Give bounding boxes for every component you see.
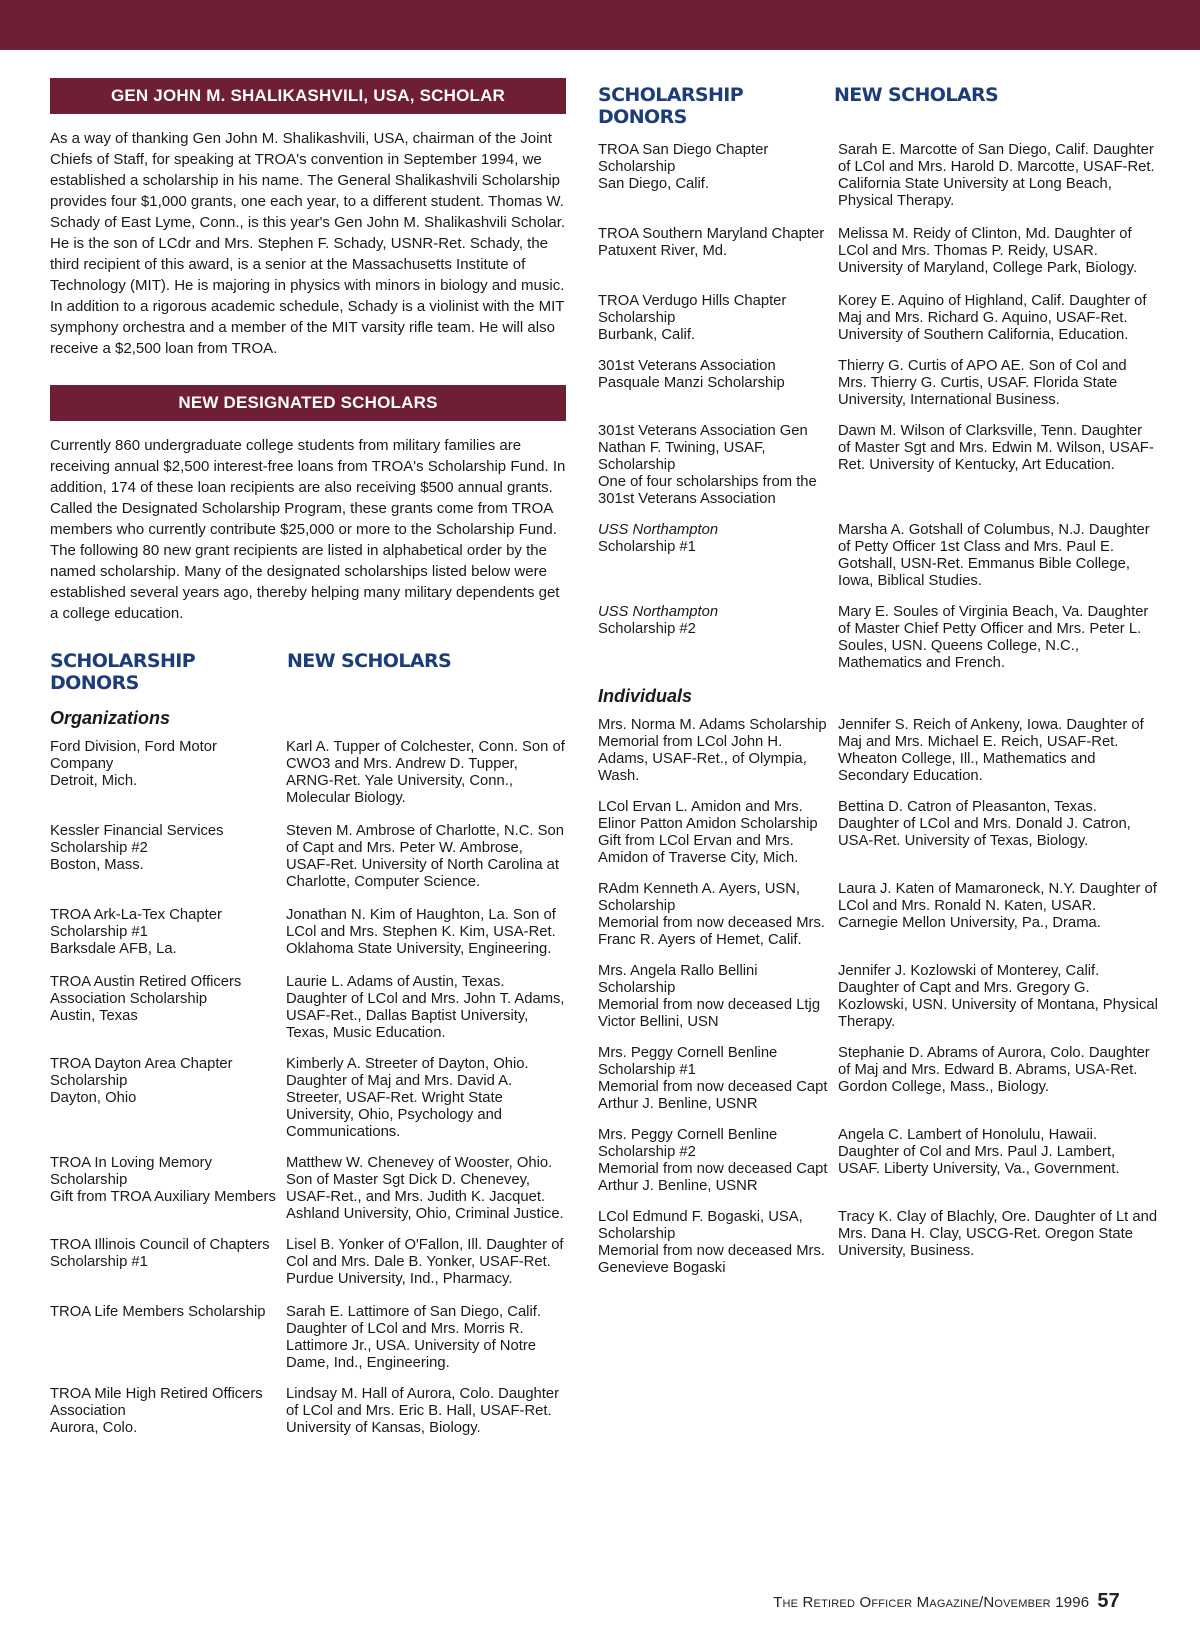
scholarship-entry <box>598 358 1158 409</box>
scholarship-entry <box>598 142 1158 210</box>
donor-name: Mrs. Peggy Cornell Benline Scholarship #2 Memorial from now deceased Capt Arthur J. Benline, USNR <box>598 1127 828 1194</box>
right-org-entry-list <box>598 142 1158 672</box>
donor-name: TROA San Diego Chapter Scholarship San Diego, Calif. <box>598 142 769 192</box>
page-number: 57 <box>1097 1590 1120 1612</box>
scholarship-entry <box>50 823 566 891</box>
scholarship-entry <box>50 1386 566 1437</box>
donor-name: Mrs. Angela Rallo Bellini Scholarship Memorial from now deceased Ltjg Victor Bellini, USN <box>598 963 821 1030</box>
scholar-description: Melissa M. Reidy of Clinton, Md. Daughter of LCol and Mrs. Thomas P. Reidy, USAR. University of Maryland, College Park, Biology. <box>838 226 1138 276</box>
right-ind-entry-list <box>598 717 1158 1277</box>
donor-name: TROA Verdugo Hills Chapter Scholarship Burbank, Calif. <box>598 293 787 343</box>
scholar-description: Sarah E. Lattimore of San Diego, Calif. Daughter of LCol and Mrs. Morris R. Lattimore Jr., USA. University of Notre Dame, Ind., Engineering. <box>286 1304 541 1371</box>
scholar-description: Tracy K. Clay of Blachly, Ore. Daughter of Lt and Mrs. Dana H. Clay, USCG-Ret. Oregon State University, Business. <box>838 1209 1158 1259</box>
scholarship-entry <box>598 226 1158 277</box>
donor-name: RAdm Kenneth A. Ayers, USN, Scholarship Memorial from now deceased Mrs. Franc R. Ayers of Hemet, Calif. <box>598 881 825 948</box>
scholarship-entry <box>598 423 1158 508</box>
scholarship-entry <box>598 881 1158 949</box>
donors-heading: SCHOLARSHIP DONORS <box>50 650 196 694</box>
left-entry-list <box>50 739 566 1437</box>
scholar-description: Kimberly A. Streeter of Dayton, Ohio. Daughter of Maj and Mrs. David A. Streeter, USAF-Ret. Wright State University, Ohio, Psychology and Communications. <box>286 1056 529 1140</box>
donor-name: LCol Edmund F. Bogaski, USA, Scholarship Memorial from now deceased Mrs. Genevieve Bogaski <box>598 1209 825 1276</box>
donors-heading: SCHOLARSHIP DONORS <box>598 84 744 128</box>
scholarship-entry <box>598 604 1158 672</box>
donor-name: TROA Ark-La-Tex Chapter Scholarship #1 Barksdale AFB, La. <box>50 907 222 957</box>
donor-name: USS Northampton Scholarship #2 <box>598 604 719 637</box>
scholar-description: Laurie L. Adams of Austin, Texas. Daughter of LCol and Mrs. John T. Adams, USAF-Ret., Dallas Baptist University, Texas, Music Education. <box>286 974 565 1041</box>
donor-name: 301st Veterans Association Gen Nathan F. Twining, USAF, Scholarship One of four scholarships from the 301st Veterans Association <box>598 423 817 507</box>
scholar-description: Mary E. Soules of Virginia Beach, Va. Daughter of Master Chief Petty Officer and Mrs. Peter L. Soules, USN. Queens College, N.C., Mathematics and French. <box>838 604 1149 671</box>
scholarship-entry <box>598 293 1158 344</box>
scholar-description: Karl A. Tupper of Colchester, Conn. Son of CWO3 and Mrs. Andrew D. Tupper, ARNG-Ret. Yale University, Conn., Molecular Biology. <box>286 739 565 806</box>
scholarship-entry <box>50 1155 566 1223</box>
scholarship-entry <box>50 1056 566 1141</box>
designated-scholars-paragraph: Currently 860 undergraduate college students from military families are receiving annual $2,500 interest-free loans from TROA's Scholarship Fund. In addition, 174 of these loan recipients are also receiving $500 annual grants. Called the Designated Scholarship Program, these grants come from TROA members who currently contribute $25,000 or more to the Scholarship Fund. The following 80 new grant recipients are listed in alphabetical order by the named scholarship. Many of the designated scholarships listed below were established several years ago, thereby helping many military dependents get a college education. <box>50 437 566 622</box>
scholar-description: Dawn M. Wilson of Clarksville, Tenn. Daughter of Master Sgt and Mrs. Edwin M. Wilson, USAF-Ret. University of Kentucky, Art Education. <box>838 423 1154 473</box>
scholar-description: Steven M. Ambrose of Charlotte, N.C. Son of Capt and Mrs. Peter W. Ambrose, USAF-Ret. University of North Carolina at Charlotte, Computer Science. <box>286 823 564 890</box>
scholarship-entry <box>50 1237 566 1288</box>
scholar-description: Angela C. Lambert of Honolulu, Hawaii. Daughter of Col and Mrs. Paul J. Lambert, USAF. Liberty University, Va., Government. <box>838 1127 1120 1177</box>
scholarship-entry <box>50 974 566 1042</box>
donor-name: Mrs. Peggy Cornell Benline Scholarship #1 Memorial from now deceased Capt Arthur J. Benline, USNR <box>598 1045 828 1112</box>
designated-scholars-banner: NEW DESIGNATED SCHOLARS <box>50 385 566 421</box>
top-color-bar <box>0 0 1200 50</box>
scholar-description: Laura J. Katen of Mamaroneck, N.Y. Daughter of LCol and Mrs. Ronald N. Katen, USAR. Carnegie Mellon University, Pa., Drama. <box>838 881 1157 931</box>
donor-name: TROA Illinois Council of Chapters Scholarship #1 <box>50 1237 270 1270</box>
scholarship-entry <box>50 739 566 807</box>
right-column <box>598 78 1158 1277</box>
scholarship-entry <box>598 1045 1158 1113</box>
scholar-description: Jennifer S. Reich of Ankeny, Iowa. Daughter of Maj and Mrs. Michael E. Reich, USAF-Ret. Wheaton College, Ill., Mathematics and Secondary Education. <box>838 717 1144 784</box>
scholar-description: Sarah E. Marcotte of San Diego, Calif. Daughter of LCol and Mrs. Harold D. Marcotte, USAF-Ret. California State University at Long Beach, Physical Therapy. <box>838 142 1155 209</box>
scholarship-entry <box>598 522 1158 590</box>
donor-name: Kessler Financial Services Scholarship #2 Boston, Mass. <box>50 823 224 873</box>
scholar-description: Stephanie D. Abrams of Aurora, Colo. Daughter of Maj and Mrs. Edward B. Abrams, USA-Ret. Gordon College, Mass., Biology. <box>838 1045 1150 1095</box>
scholarship-entry <box>50 907 566 958</box>
magazine-name: The Retired Officer Magazine/November 1996 <box>773 1594 1090 1611</box>
scholarship-entry <box>50 1304 566 1372</box>
donor-name: TROA Southern Maryland Chapter Patuxent River, Md. <box>598 226 825 259</box>
right-column-headers <box>598 84 1158 128</box>
donor-name: TROA In Loving Memory Scholarship Gift from TROA Auxiliary Members <box>50 1155 276 1205</box>
scholarship-entry <box>598 963 1158 1031</box>
shalikashvili-banner: GEN JOHN M. SHALIKASHVILI, USA, SCHOLAR <box>50 78 566 114</box>
donor-name: LCol Ervan L. Amidon and Mrs. Elinor Patton Amidon Scholarship Gift from LCol Ervan and Mrs. Amidon of Traverse City, Mich. <box>598 799 818 866</box>
scholar-description: Matthew W. Chenevey of Wooster, Ohio. Son of Master Sgt Dick D. Chenevey, USAF-Ret., and Mrs. Judith K. Jacquet. Ashland University, Ohio, Criminal Justice. <box>286 1155 564 1222</box>
scholarship-entry <box>598 1209 1158 1277</box>
left-column <box>50 78 566 1437</box>
scholars-heading: NEW SCHOLARS <box>287 650 452 672</box>
donor-name: TROA Mile High Retired Officers Association Aurora, Colo. <box>50 1386 263 1436</box>
scholarship-entry <box>598 1127 1158 1195</box>
organizations-heading: Organizations <box>50 708 171 728</box>
page-footer <box>773 1590 1120 1613</box>
donor-name: TROA Life Members Scholarship <box>50 1304 266 1320</box>
shalikashvili-paragraph: As a way of thanking Gen John M. Shalikashvili, USA, chairman of the Joint Chiefs of Staff, for speaking at TROA's convention in September 1994, we established a scholarship in his name. The General Shalikashvili Scholarship provides four $1,000 grants, one each year, to a different student. Thomas W. Schady of East Lyme, Conn., is this year's Gen John M. Shalikashvili Scholar. He is the son of LCdr and Mrs. Stephen F. Schady, USNR-Ret. Schady, the third recipient of this award, is a senior at the Massachusetts Institute of Technology (MIT). He is majoring in physics with minors in biology and music. In addition to a rigorous academic schedule, Schady is a violinist with the MIT symphony orchestra and a member of the MIT varsity rifle team. He will also receive a $2,500 loan from TROA. <box>50 130 566 357</box>
scholar-description: Bettina D. Catron of Pleasanton, Texas. Daughter of LCol and Mrs. Donald J. Catron, USA-Ret. University of Texas, Biology. <box>838 799 1131 849</box>
scholar-description: Thierry G. Curtis of APO AE. Son of Col and Mrs. Thierry G. Curtis, USAF. Florida State University, International Business. <box>838 358 1127 408</box>
scholar-description: Jennifer J. Kozlowski of Monterey, Calif. Daughter of Capt and Mrs. Gregory G. Kozlowski, USN. University of Montana, Physical Therapy. <box>838 963 1158 1030</box>
scholar-description: Marsha A. Gotshall of Columbus, N.J. Daughter of Petty Officer 1st Class and Mrs. Paul E. Gotshall, USN-Ret. Emmanus Bible College, Iowa, Biblical Studies. <box>838 522 1150 589</box>
donor-name: 301st Veterans Association Pasquale Manzi Scholarship <box>598 358 785 391</box>
donor-name: Mrs. Norma M. Adams Scholarship Memorial from LCol John H. Adams, USAF-Ret., of Olympia, Wash. <box>598 717 827 784</box>
scholarship-entry <box>598 717 1158 785</box>
scholarship-entry <box>598 799 1158 867</box>
donor-name: TROA Dayton Area Chapter Scholarship Dayton, Ohio <box>50 1056 233 1106</box>
scholar-description: Korey E. Aquino of Highland, Calif. Daughter of Maj and Mrs. Richard G. Aquino, USAF-Ret. University of Southern California, Education. <box>838 293 1147 343</box>
individuals-heading: Individuals <box>598 686 693 706</box>
donor-name: Ford Division, Ford Motor Company Detroit, Mich. <box>50 739 217 789</box>
scholar-description: Jonathan N. Kim of Haughton, La. Son of LCol and Mrs. Stephen K. Kim, USA-Ret. Oklahoma State University, Engineering. <box>286 907 556 957</box>
donor-name: TROA Austin Retired Officers Association Scholarship Austin, Texas <box>50 974 242 1024</box>
left-column-headers <box>50 650 566 694</box>
scholar-description: Lisel B. Yonker of O'Fallon, Ill. Daughter of Col and Mrs. Dale B. Yonker, USAF-Ret. Purdue University, Ind., Pharmacy. <box>286 1237 564 1287</box>
scholars-heading: NEW SCHOLARS <box>834 84 999 106</box>
scholar-description: Lindsay M. Hall of Aurora, Colo. Daughter of LCol and Mrs. Eric B. Hall, USAF-Ret. University of Kansas, Biology. <box>286 1386 560 1436</box>
donor-name: USS Northampton Scholarship #1 <box>598 522 719 555</box>
